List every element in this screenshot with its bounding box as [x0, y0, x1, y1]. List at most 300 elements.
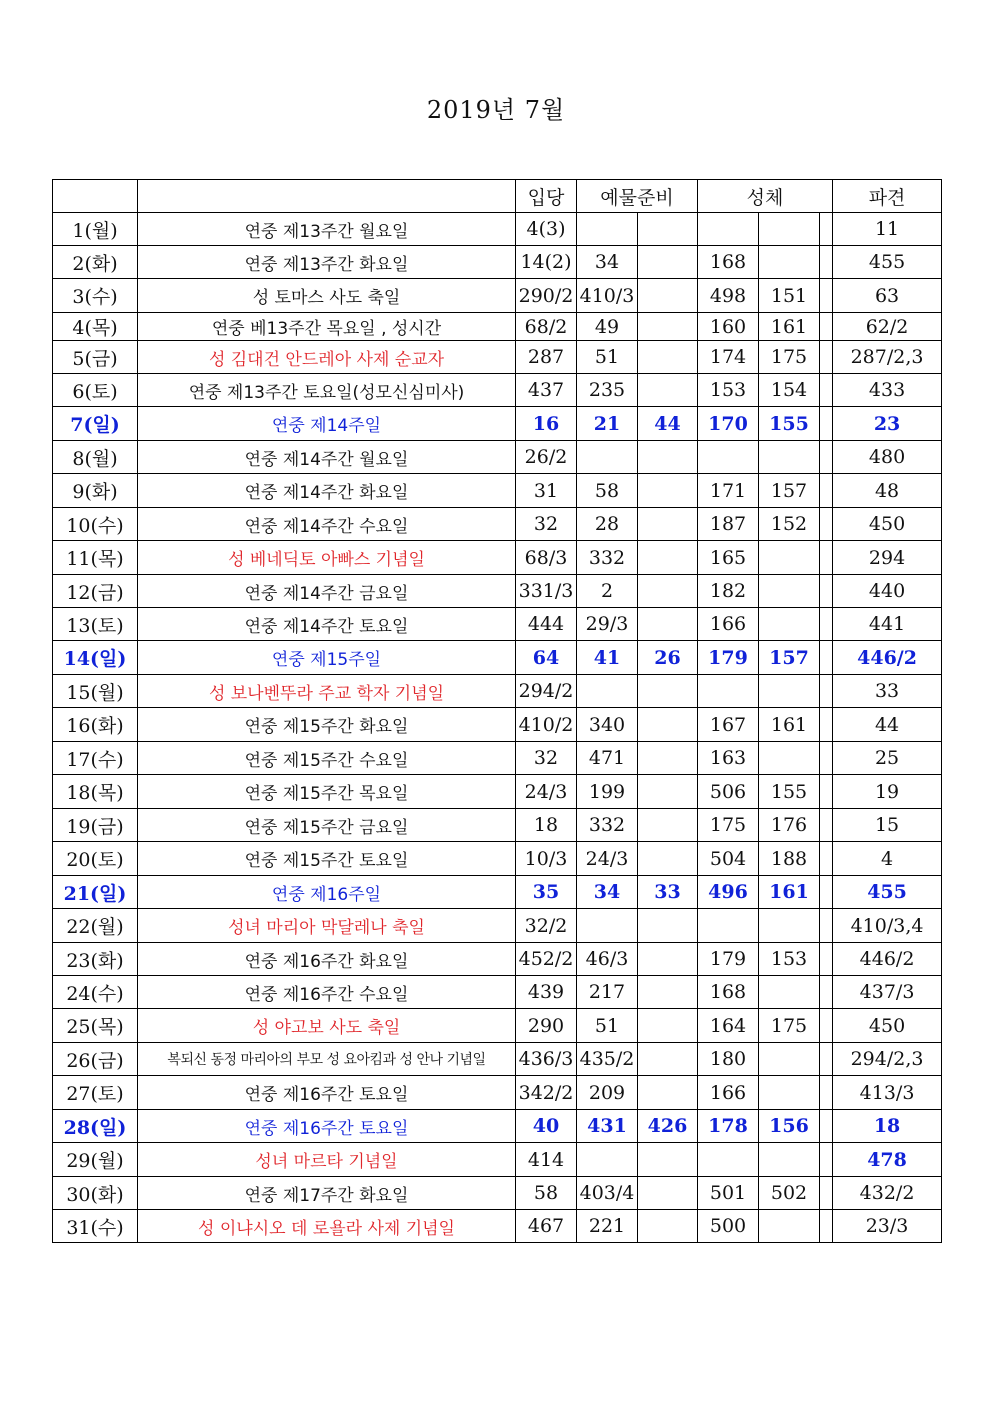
- hymn-number-cell: 18: [833, 1110, 942, 1143]
- hymn-number-cell: 40: [516, 1110, 577, 1143]
- hymn-number-cell: 4(3): [516, 213, 577, 246]
- table-row: [53, 1043, 942, 1076]
- hymn-number-cell: 64: [516, 641, 577, 675]
- hymn-number-cell: [638, 675, 698, 708]
- table-row: [53, 279, 942, 313]
- hymn-number-cell: 471: [577, 742, 638, 775]
- spacer-cell: [820, 909, 833, 943]
- table-row: [53, 775, 942, 809]
- hymn-number-cell: 294/2,3: [833, 1043, 942, 1076]
- hymn-number-cell: 431: [577, 1110, 638, 1143]
- hymn-number-cell: 4: [833, 842, 942, 876]
- hymn-number-cell: 455: [833, 246, 942, 279]
- hymn-number-cell: 235: [577, 374, 638, 407]
- hymn-number-cell: 176: [759, 809, 820, 842]
- day-cell: 31(수): [53, 1210, 138, 1243]
- hymn-number-cell: [698, 213, 759, 246]
- hymn-number-cell: 51: [577, 1009, 638, 1043]
- table-row: [53, 1076, 942, 1110]
- day-cell: 25(목): [53, 1009, 138, 1043]
- hymn-number-cell: 452/2: [516, 943, 577, 976]
- hymn-number-cell: 153: [759, 943, 820, 976]
- day-cell: 22(월): [53, 909, 138, 943]
- hymn-number-cell: [638, 575, 698, 608]
- table-row: [53, 742, 942, 775]
- hymn-number-cell: [638, 842, 698, 876]
- hymn-number-cell: 32: [516, 742, 577, 775]
- liturgy-name-cell: 연중 제13주간 월요일: [138, 213, 516, 246]
- liturgy-name-cell: 연중 제15주간 화요일: [138, 708, 516, 742]
- hymn-number-cell: 58: [577, 474, 638, 508]
- hymn-number-cell: 413/3: [833, 1076, 942, 1110]
- hymn-number-cell: [698, 1143, 759, 1177]
- table-row: [53, 407, 942, 441]
- hymn-number-cell: 11: [833, 213, 942, 246]
- hymn-number-cell: [759, 1076, 820, 1110]
- spacer-cell: [820, 1043, 833, 1076]
- table-row: [53, 213, 942, 246]
- hymn-number-cell: 432/2: [833, 1177, 942, 1210]
- hymn-number-cell: 166: [698, 1076, 759, 1110]
- table-row: [53, 909, 942, 943]
- spacer-cell: [820, 742, 833, 775]
- table-row: [53, 341, 942, 374]
- hymn-number-cell: [638, 541, 698, 575]
- table-row: [53, 1143, 942, 1177]
- hymn-number-cell: [759, 441, 820, 474]
- hymn-number-cell: 294: [833, 541, 942, 575]
- hymn-number-cell: [638, 1009, 698, 1043]
- table-row: [53, 1110, 942, 1143]
- day-cell: 15(월): [53, 675, 138, 708]
- day-cell: 10(수): [53, 508, 138, 541]
- hymn-number-cell: 165: [698, 541, 759, 575]
- hymn-number-cell: 68/3: [516, 541, 577, 575]
- table-row: [53, 474, 942, 508]
- hymn-number-cell: 2: [577, 575, 638, 608]
- header-row: [53, 180, 942, 213]
- hymn-number-cell: 444: [516, 608, 577, 641]
- hymn-number-cell: 332: [577, 541, 638, 575]
- hymn-number-cell: 480: [833, 441, 942, 474]
- hymn-number-cell: 217: [577, 976, 638, 1009]
- liturgy-name-cell: 연중 제13주간 화요일: [138, 246, 516, 279]
- hymn-number-cell: 478: [833, 1143, 942, 1177]
- spacer-cell: [820, 608, 833, 641]
- hymn-number-cell: 290: [516, 1009, 577, 1043]
- day-cell: 3(수): [53, 279, 138, 313]
- liturgy-name-cell: 성녀 마르타 기념일: [138, 1143, 516, 1177]
- hymn-number-cell: [638, 246, 698, 279]
- hymn-number-cell: [759, 909, 820, 943]
- hymn-number-cell: 450: [833, 1009, 942, 1043]
- hymn-number-cell: 32: [516, 508, 577, 541]
- table-row: [53, 1009, 942, 1043]
- hymn-number-cell: 294/2: [516, 675, 577, 708]
- hymn-number-cell: 340: [577, 708, 638, 742]
- day-cell: 21(일): [53, 876, 138, 909]
- liturgy-name-cell: 연중 베13주간 목요일 , 성시간: [138, 313, 516, 341]
- hymn-number-cell: 506: [698, 775, 759, 809]
- table-row: [53, 1177, 942, 1210]
- hymn-number-cell: 168: [698, 246, 759, 279]
- hymn-number-cell: 446/2: [833, 641, 942, 675]
- table-row: [53, 441, 942, 474]
- hymn-number-cell: 170: [698, 407, 759, 441]
- table-row: [53, 943, 942, 976]
- hymn-number-cell: [638, 742, 698, 775]
- day-cell: 4(목): [53, 313, 138, 341]
- hymn-number-cell: 160: [698, 313, 759, 341]
- spacer-cell: [820, 809, 833, 842]
- hymn-number-cell: [638, 1210, 698, 1243]
- hymn-number-cell: [577, 1143, 638, 1177]
- hymn-number-cell: 504: [698, 842, 759, 876]
- table-row: [53, 508, 942, 541]
- hymn-number-cell: [638, 441, 698, 474]
- hymn-number-cell: [638, 279, 698, 313]
- table-row: [53, 1210, 942, 1243]
- hymn-number-cell: 209: [577, 1076, 638, 1110]
- liturgy-name-cell: 연중 제17주간 화요일: [138, 1177, 516, 1210]
- hymn-number-cell: 164: [698, 1009, 759, 1043]
- header-name-cell: [138, 180, 516, 213]
- hymn-number-cell: 157: [759, 474, 820, 508]
- header-offertory: 예물준비: [577, 180, 698, 213]
- hymn-number-cell: 175: [759, 1009, 820, 1043]
- liturgy-name-cell: 연중 제15주간 수요일: [138, 742, 516, 775]
- day-cell: 17(수): [53, 742, 138, 775]
- day-cell: 20(토): [53, 842, 138, 876]
- hymn-number-cell: 26/2: [516, 441, 577, 474]
- table-row: [53, 809, 942, 842]
- hymn-number-cell: 182: [698, 575, 759, 608]
- day-cell: 18(목): [53, 775, 138, 809]
- day-cell: 23(화): [53, 943, 138, 976]
- hymn-number-cell: [759, 541, 820, 575]
- hymn-number-cell: 155: [759, 407, 820, 441]
- hymn-number-cell: 34: [577, 876, 638, 909]
- liturgy-name-cell: 연중 제16주간 수요일: [138, 976, 516, 1009]
- hymn-number-cell: 175: [698, 809, 759, 842]
- hymn-number-cell: 501: [698, 1177, 759, 1210]
- day-cell: 5(금): [53, 341, 138, 374]
- liturgy-name-cell: 연중 제14주간 금요일: [138, 575, 516, 608]
- hymn-number-cell: 25: [833, 742, 942, 775]
- table-row: [53, 675, 942, 708]
- hymn-number-cell: [698, 909, 759, 943]
- liturgy-name-cell: 연중 제14주간 수요일: [138, 508, 516, 541]
- hymn-number-cell: 31: [516, 474, 577, 508]
- hymn-number-cell: 51: [577, 341, 638, 374]
- hymn-number-cell: 166: [698, 608, 759, 641]
- table-row: [53, 876, 942, 909]
- hymn-number-cell: 433: [833, 374, 942, 407]
- day-cell: 11(목): [53, 541, 138, 575]
- hymn-number-cell: 188: [759, 842, 820, 876]
- day-cell: 8(월): [53, 441, 138, 474]
- hymn-number-cell: 171: [698, 474, 759, 508]
- spacer-cell: [820, 246, 833, 279]
- day-cell: 12(금): [53, 575, 138, 608]
- spacer-cell: [820, 341, 833, 374]
- header-entrance: 입당: [516, 180, 577, 213]
- spacer-cell: [820, 1210, 833, 1243]
- hymn-number-cell: [577, 213, 638, 246]
- liturgy-name-cell: 성 토마스 사도 축일: [138, 279, 516, 313]
- hymn-number-cell: [638, 313, 698, 341]
- hymn-number-cell: 26: [638, 641, 698, 675]
- hymn-number-cell: [759, 608, 820, 641]
- hymn-number-cell: 287: [516, 341, 577, 374]
- header-day-cell: [53, 180, 138, 213]
- hymn-number-cell: 450: [833, 508, 942, 541]
- liturgy-name-cell: 성녀 마리아 막달레나 축일: [138, 909, 516, 943]
- hymn-number-cell: 403/4: [577, 1177, 638, 1210]
- spacer-cell: [820, 279, 833, 313]
- hymn-number-cell: 187: [698, 508, 759, 541]
- liturgy-name-cell: 연중 제14주간 화요일: [138, 474, 516, 508]
- liturgy-name-cell: 성 베네딕토 아빠스 기념일: [138, 541, 516, 575]
- hymn-number-cell: 414: [516, 1143, 577, 1177]
- liturgy-name-cell: 연중 제14주간 월요일: [138, 441, 516, 474]
- hymn-number-cell: 437/3: [833, 976, 942, 1009]
- spacer-cell: [820, 1143, 833, 1177]
- hymn-number-cell: 44: [833, 708, 942, 742]
- hymn-number-cell: 180: [698, 1043, 759, 1076]
- day-cell: 1(월): [53, 213, 138, 246]
- liturgy-name-cell: 연중 제13주간 토요일(성모신심미사): [138, 374, 516, 407]
- spacer-cell: [820, 976, 833, 1009]
- hymn-number-cell: 152: [759, 508, 820, 541]
- hymn-number-cell: 467: [516, 1210, 577, 1243]
- hymn-number-cell: 29/3: [577, 608, 638, 641]
- hymn-number-cell: 426: [638, 1110, 698, 1143]
- hymn-number-cell: 34: [577, 246, 638, 279]
- hymn-number-cell: [759, 1043, 820, 1076]
- hymn-number-cell: 16: [516, 407, 577, 441]
- liturgy-name-cell: 연중 제16주간 화요일: [138, 943, 516, 976]
- day-cell: 2(화): [53, 246, 138, 279]
- hymn-number-cell: [759, 213, 820, 246]
- day-cell: 28(일): [53, 1110, 138, 1143]
- liturgy-name-cell: 성 이냐시오 데 로욜라 사제 기념일: [138, 1210, 516, 1243]
- liturgy-name-cell: 성 야고보 사도 축일: [138, 1009, 516, 1043]
- hymn-number-cell: [638, 943, 698, 976]
- hymn-number-cell: [638, 341, 698, 374]
- table-row: [53, 575, 942, 608]
- hymn-number-cell: 174: [698, 341, 759, 374]
- hymn-number-cell: [638, 909, 698, 943]
- hymn-number-cell: 161: [759, 313, 820, 341]
- day-cell: 16(화): [53, 708, 138, 742]
- day-cell: 6(토): [53, 374, 138, 407]
- spacer-cell: [820, 1076, 833, 1110]
- hymn-number-cell: 163: [698, 742, 759, 775]
- hymn-number-cell: 151: [759, 279, 820, 313]
- liturgy-name-cell: 연중 제16주간 토요일: [138, 1110, 516, 1143]
- hymn-number-cell: [638, 976, 698, 1009]
- day-cell: 24(수): [53, 976, 138, 1009]
- hymn-number-cell: 58: [516, 1177, 577, 1210]
- day-cell: 7(일): [53, 407, 138, 441]
- table-row: [53, 374, 942, 407]
- hymn-number-cell: 19: [833, 775, 942, 809]
- hymn-number-cell: [638, 1143, 698, 1177]
- day-cell: 19(금): [53, 809, 138, 842]
- hymn-number-cell: 156: [759, 1110, 820, 1143]
- hymn-number-cell: 63: [833, 279, 942, 313]
- hymn-number-cell: [638, 608, 698, 641]
- hymn-number-cell: 41: [577, 641, 638, 675]
- hymn-number-cell: 68/2: [516, 313, 577, 341]
- hymn-number-cell: [759, 742, 820, 775]
- table-row: [53, 541, 942, 575]
- hymn-number-cell: 48: [833, 474, 942, 508]
- header-dismissal: 파견: [833, 180, 942, 213]
- spacer-cell: [820, 775, 833, 809]
- hymn-number-cell: 502: [759, 1177, 820, 1210]
- hymn-schedule-table: [52, 179, 942, 1243]
- hymn-number-cell: [638, 474, 698, 508]
- liturgy-name-cell: 복되신 동정 마리아의 부모 성 요아킴과 성 안나 기념일: [138, 1043, 516, 1076]
- liturgy-name-cell: 연중 제16주간 토요일: [138, 1076, 516, 1110]
- hymn-number-cell: 410/3,4: [833, 909, 942, 943]
- hymn-number-cell: [638, 1177, 698, 1210]
- hymn-number-cell: [638, 1043, 698, 1076]
- hymn-number-cell: [638, 508, 698, 541]
- liturgy-name-cell: 연중 제15주일: [138, 641, 516, 675]
- table-row: [53, 313, 942, 341]
- spacer-cell: [820, 313, 833, 341]
- liturgy-name-cell: 연중 제16주일: [138, 876, 516, 909]
- hymn-number-cell: [577, 675, 638, 708]
- hymn-number-cell: [759, 246, 820, 279]
- hymn-number-cell: 44: [638, 407, 698, 441]
- hymn-number-cell: 342/2: [516, 1076, 577, 1110]
- hymn-number-cell: [638, 213, 698, 246]
- spacer-cell: [820, 508, 833, 541]
- spacer-cell: [820, 213, 833, 246]
- hymn-number-cell: 287/2,3: [833, 341, 942, 374]
- hymn-number-cell: 436/3: [516, 1043, 577, 1076]
- table-row: [53, 608, 942, 641]
- hymn-number-cell: 439: [516, 976, 577, 1009]
- day-cell: 26(금): [53, 1043, 138, 1076]
- hymn-number-cell: 161: [759, 876, 820, 909]
- hymn-number-cell: 167: [698, 708, 759, 742]
- hymn-number-cell: 331/3: [516, 575, 577, 608]
- hymn-number-cell: 33: [833, 675, 942, 708]
- table-row: [53, 641, 942, 675]
- hymn-number-cell: 455: [833, 876, 942, 909]
- hymn-number-cell: 435/2: [577, 1043, 638, 1076]
- hymn-number-cell: 24/3: [516, 775, 577, 809]
- hymn-number-cell: [638, 775, 698, 809]
- spacer-cell: [820, 641, 833, 675]
- spacer-cell: [820, 407, 833, 441]
- hymn-number-cell: 49: [577, 313, 638, 341]
- hymn-number-cell: [698, 441, 759, 474]
- liturgy-name-cell: 연중 제15주간 토요일: [138, 842, 516, 876]
- spacer-cell: [820, 374, 833, 407]
- day-cell: 27(토): [53, 1076, 138, 1110]
- hymn-number-cell: 440: [833, 575, 942, 608]
- hymn-number-cell: [638, 374, 698, 407]
- hymn-number-cell: 10/3: [516, 842, 577, 876]
- spacer-cell: [820, 943, 833, 976]
- hymn-number-cell: [759, 675, 820, 708]
- liturgy-name-cell: 성 김대건 안드레아 사제 순교자: [138, 341, 516, 374]
- hymn-number-cell: [638, 1076, 698, 1110]
- hymn-number-cell: 441: [833, 608, 942, 641]
- hymn-number-cell: 62/2: [833, 313, 942, 341]
- hymn-number-cell: 199: [577, 775, 638, 809]
- hymn-number-cell: 46/3: [577, 943, 638, 976]
- hymn-number-cell: 332: [577, 809, 638, 842]
- header-communion: 성체: [698, 180, 833, 213]
- spacer-cell: [820, 1177, 833, 1210]
- hymn-number-cell: 23/3: [833, 1210, 942, 1243]
- day-cell: 29(월): [53, 1143, 138, 1177]
- day-cell: 14(일): [53, 641, 138, 675]
- table-row: [53, 708, 942, 742]
- spacer-cell: [820, 708, 833, 742]
- hymn-number-cell: [759, 976, 820, 1009]
- hymn-number-cell: [638, 809, 698, 842]
- spacer-cell: [820, 842, 833, 876]
- spacer-cell: [820, 441, 833, 474]
- spacer-cell: [820, 876, 833, 909]
- hymn-number-cell: 175: [759, 341, 820, 374]
- liturgy-name-cell: 성 보나벤뚜라 주교 학자 기념일: [138, 675, 516, 708]
- spacer-cell: [820, 575, 833, 608]
- hymn-number-cell: [577, 441, 638, 474]
- hymn-number-cell: 290/2: [516, 279, 577, 313]
- table-row: [53, 842, 942, 876]
- liturgy-name-cell: 연중 제14주일: [138, 407, 516, 441]
- hymn-number-cell: 24/3: [577, 842, 638, 876]
- hymn-number-cell: 410/2: [516, 708, 577, 742]
- hymn-number-cell: 178: [698, 1110, 759, 1143]
- hymn-number-cell: 33: [638, 876, 698, 909]
- hymn-number-cell: 498: [698, 279, 759, 313]
- hymn-number-cell: [698, 675, 759, 708]
- hymn-number-cell: 32/2: [516, 909, 577, 943]
- hymn-number-cell: 14(2): [516, 246, 577, 279]
- hymn-number-cell: [638, 708, 698, 742]
- hymn-number-cell: 154: [759, 374, 820, 407]
- spacer-cell: [820, 541, 833, 575]
- hymn-number-cell: 18: [516, 809, 577, 842]
- day-cell: 9(화): [53, 474, 138, 508]
- hymn-number-cell: [759, 575, 820, 608]
- table-row: [53, 976, 942, 1009]
- spacer-cell: [820, 1110, 833, 1143]
- hymn-number-cell: 28: [577, 508, 638, 541]
- liturgy-name-cell: 연중 제15주간 목요일: [138, 775, 516, 809]
- hymn-number-cell: 168: [698, 976, 759, 1009]
- day-cell: 13(토): [53, 608, 138, 641]
- hymn-number-cell: 21: [577, 407, 638, 441]
- hymn-number-cell: 500: [698, 1210, 759, 1243]
- liturgy-name-cell: 연중 제14주간 토요일: [138, 608, 516, 641]
- spacer-cell: [820, 474, 833, 508]
- hymn-number-cell: 410/3: [577, 279, 638, 313]
- hymn-number-cell: [577, 909, 638, 943]
- liturgy-name-cell: 연중 제15주간 금요일: [138, 809, 516, 842]
- hymn-number-cell: [759, 1210, 820, 1243]
